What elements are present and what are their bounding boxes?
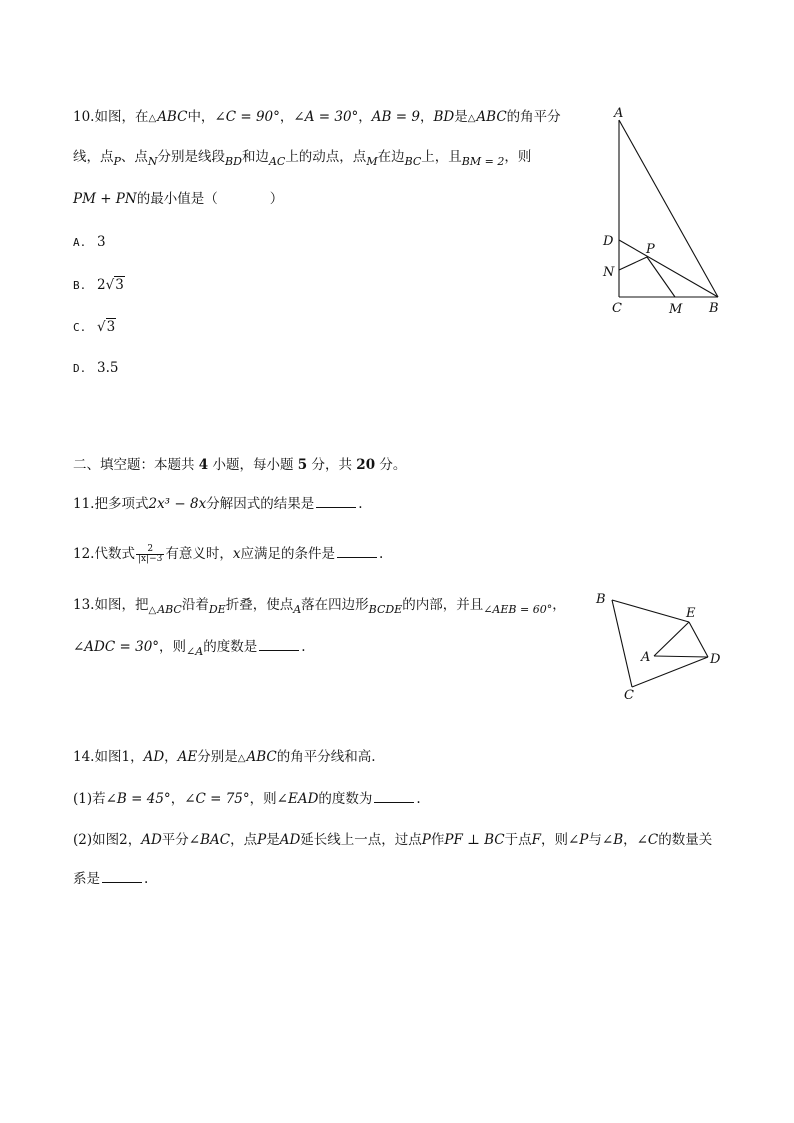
q10-line2: 线，点$_P$、点$_N$分别是线段$_{BD}$和边$_{AC}$上的动点，点$_M$在边$_{BC}$上，且$_{BM = 2}$，则: [73, 149, 532, 168]
segment-ed: [689, 622, 708, 657]
segment-ab: [619, 120, 718, 297]
sqrt-symbol: √3: [97, 319, 116, 335]
q14-part2-line2: 系是 .: [73, 871, 149, 887]
label-e: E: [686, 606, 696, 621]
label-m: M: [669, 302, 683, 317]
label-d: D: [603, 234, 614, 249]
q14-line1: 14.如图1，AD，AE分别是△ABC的角平分线和高.: [73, 749, 376, 765]
segment-be: [612, 600, 689, 622]
q12: 12.代数式 $\frac{2}{|x|-3}$ 有意义时，x应满足的条件是 .: [73, 544, 384, 564]
label-b: B: [709, 301, 719, 316]
segment-ae: [654, 622, 689, 656]
segment-ad: [654, 656, 708, 657]
section-2-heading: 二、填空题：本题共 4 小题，每小题 5 分，共 20 分。: [73, 457, 407, 473]
answer-blank[interactable]: [337, 545, 377, 558]
q10-option-a: A. 3: [73, 234, 106, 250]
fraction: $\frac{2}{|x|-3}$: [137, 544, 163, 564]
segment-np: [619, 257, 647, 270]
q14-part1: (1)若∠B = 45°，∠C = 75°，则∠EAD的度数为 .: [73, 791, 421, 807]
answer-blank[interactable]: [259, 638, 299, 651]
label-c: C: [624, 688, 634, 703]
q13-figure: [590, 585, 730, 705]
answer-blank[interactable]: [374, 790, 414, 803]
answer-blank[interactable]: [102, 870, 142, 883]
answer-blank[interactable]: [316, 495, 356, 508]
triangle-icon: △: [237, 753, 246, 764]
q10-line1: 10.如图，在△ABC中，∠C = 90°，∠A = 30°，AB = 9，BD是△ABC的角平分: [73, 109, 561, 125]
q10-option-b: B. 2√3: [73, 277, 124, 293]
q11: 11.把多项式2x³ − 8x分解因式的结果是 .: [73, 496, 363, 512]
q13-line2: ∠ADC = 30°，则$_{\angle A}$的度数是 .: [73, 639, 306, 658]
label-a: A: [614, 106, 624, 121]
q10-figure: [590, 100, 740, 325]
q14-part2: (2)如图2，AD平分∠BAC，点P是AD延长线上一点，过点P作PF ⊥ BC于点F，则∠P与∠B，∠C的数量关: [73, 832, 713, 848]
triangle-icon: △: [467, 113, 476, 124]
sqrt-symbol: √3: [105, 277, 124, 293]
label-c: C: [612, 301, 622, 316]
label-a: A: [641, 650, 651, 665]
q10-option-d: D. 3.5: [73, 360, 119, 376]
q13-line1: 13.如图，把$_{\triangle ABC}$沿着$_{DE}$折叠，使点$_A$落在四边形$_{BCDE}$的内部，并且$_{\angle AEB = 60^\circ}$，: [73, 597, 566, 616]
q10-option-c: C. √3: [73, 319, 116, 335]
label-d: D: [710, 652, 721, 667]
q10-line3: PM + PN的最小值是（ ）: [73, 191, 284, 207]
label-p: P: [646, 242, 655, 257]
label-b: B: [596, 592, 606, 607]
triangle-icon: △: [148, 605, 157, 616]
triangle-icon: △: [148, 113, 157, 124]
segment-bc: [612, 600, 632, 687]
label-n: N: [603, 265, 615, 280]
segment-pm: [647, 257, 675, 297]
